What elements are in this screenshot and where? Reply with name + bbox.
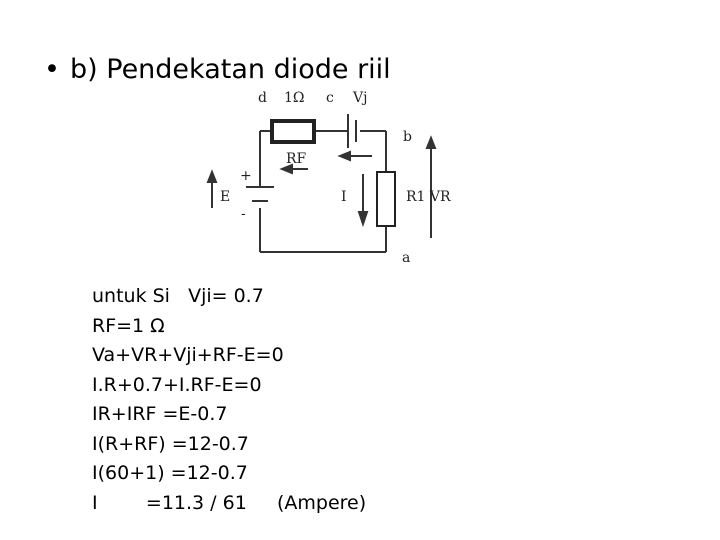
resistor-rf bbox=[272, 121, 314, 142]
battery-e bbox=[246, 187, 274, 201]
equation-line: I =11.3 / 61 (Ampere) bbox=[92, 491, 367, 514]
arrow-i-down bbox=[359, 174, 367, 224]
label-r1-vr: R1 VR bbox=[406, 189, 451, 205]
arrow-vr-up bbox=[427, 138, 435, 238]
label-e: E bbox=[220, 189, 231, 205]
label-i: I bbox=[341, 189, 347, 205]
circuit-wires bbox=[260, 131, 386, 252]
title-text: b) Pendekatan diode riil bbox=[70, 54, 391, 85]
slide-title bbox=[44, 52, 391, 88]
label-c: c bbox=[326, 90, 334, 106]
bullet: • bbox=[44, 54, 60, 85]
label-rf: RF bbox=[286, 151, 307, 167]
circuit-diagram bbox=[200, 84, 480, 274]
equation-line: Va+VR+Vji+RF-E=0 bbox=[92, 344, 284, 366]
label-resistor-value: 1Ω bbox=[284, 90, 305, 106]
equation-line: IR+IRF =E-0.7 bbox=[92, 403, 228, 425]
equation-line: RF=1 Ω bbox=[92, 314, 165, 337]
label-b: b bbox=[403, 129, 412, 145]
equation-block bbox=[92, 282, 366, 518]
label-vj: Vj bbox=[353, 90, 368, 106]
diode-vj-plates bbox=[348, 114, 356, 148]
equation-line: I(60+1) =12-0.7 bbox=[92, 462, 248, 484]
label-minus: - bbox=[241, 206, 246, 222]
equation-line: I.R+0.7+I.RF-E=0 bbox=[92, 373, 262, 396]
equation-line: I(R+RF) =12-0.7 bbox=[92, 432, 249, 455]
arrow-e-up bbox=[208, 172, 216, 208]
label-plus: + bbox=[240, 168, 252, 184]
resistor-r1 bbox=[377, 172, 395, 226]
arrow-vj-left bbox=[340, 152, 372, 160]
label-a: a bbox=[402, 250, 411, 266]
equation-line: untuk Si Vji= 0.7 bbox=[92, 285, 264, 307]
label-d: d bbox=[258, 90, 267, 106]
